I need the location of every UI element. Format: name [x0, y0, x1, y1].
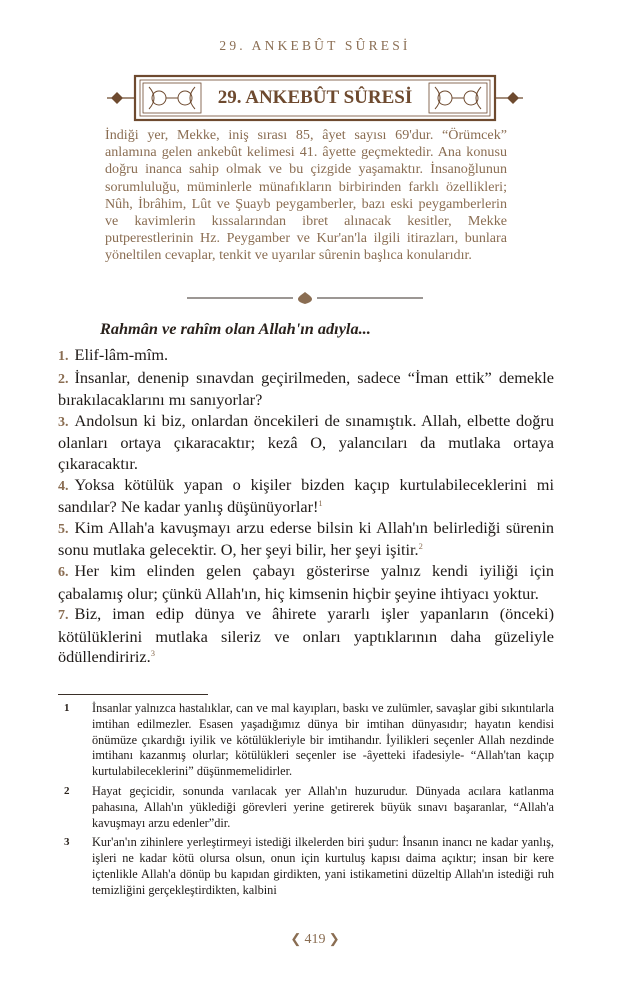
verse-text: Biz, iman edip dünya ve âhirete yararlı işler yapanların (önceki) kötülüklerini mutlaka sileriz ve onları yaptıklarının daha güzeliyle ödüllendiririz.: [58, 604, 554, 667]
footnote-reference[interactable]: 1: [318, 498, 323, 509]
footnote-number: 2: [64, 784, 70, 797]
verse-number: 3.: [58, 414, 69, 430]
verse: [58, 561, 554, 604]
left-bracket-ornament-icon: ❮: [290, 931, 305, 946]
footnote-number: 1: [64, 702, 70, 714]
verse-text: Her kim elinden gelen çabayı gösterirse yalnız kendi iyiliği için çabalamış olur; çünkü Allah'ın, hiç kimsenin hiçbir şeyine ihtiyacı yoktur.: [58, 560, 554, 603]
footnote-text: İnsanlar yalnızca hastalıklar, can ve mal kayıpları, baskı ve zulümler, savaşlar gibi sıkıntılarla imtihan edilmezler. Esasen yaşadığımız dünya bir imtihan dünyasıdır; hayatın kendisi önümüze çıkardığı iyilik ve kötülükleriyle bir imtihandır. İyilikleri seçenler Allah nezdinde imtihanı kazanmış olurlar; kötülükleri seçenler ise -âyetteki ifadesiyle- “Allah'tan kaçıp kurtulabileceklerini” düşünmemelidirler.: [92, 701, 554, 779]
verse-text: Kim Allah'a kavuşmayı arzu ederse bilsin ki Allah'ın belirlediği sürenin sonu mutlaka gelecektir. O, her şeyi bilir, her şeyi işitir.: [58, 517, 554, 560]
verse: [58, 345, 554, 368]
footnote-text: Kur'an'ın zihinlere yerleştirmeyi istediği ilkelerden biri şudur: İnsanın inancı ne kadar yanlış, işleri ne kadar kötü olursa olsun, onun için kurtuluş kapısı daima açıktır; insan bir kere içtenlikle Allah'a dönüp bu kapıdan girdikten, yani istikametini düzeltip Allah'ın istediği ruh temizliğini gerçekleştirdikten, kalbini: [92, 835, 554, 897]
verse-number: 2.: [58, 371, 69, 387]
surah-title: 29. ANKEBÛT SÛRESİ: [217, 87, 413, 108]
verse-text: İnsanlar, denenip sınavdan geçirilmeden, sadece “İman ettik” demekle bırakılacaklarını mı sanıyorlar?: [58, 367, 554, 410]
verse-list: [58, 345, 554, 668]
basmala: Rahmân ve rahîm olan Allah'ın adıyla...: [100, 319, 371, 338]
footnote: [58, 701, 554, 780]
surah-title-banner: [105, 73, 525, 123]
verse-number: 6.: [58, 564, 69, 580]
footnote-reference[interactable]: 2: [418, 541, 423, 552]
footnote-text: Hayat geçicidir, sonunda varılacak yer Allah'ın huzurudur. Dünyada acılara katlanma pahasına, Allah'ın yüklediği görevleri yerine getirerek büyük sınavı başaranlar, “Allah'a kavuşmayı arzu edenler”dir.: [92, 783, 554, 830]
right-bracket-ornament-icon: ❯: [325, 931, 340, 946]
verse: [58, 518, 554, 561]
footnote-number: 3: [64, 836, 70, 849]
page-number: 419: [304, 932, 326, 947]
verse-text: Yoksa kötülük yapan o kişiler bizden kaçıp kurtulabileceklerini mi sandılar? Ne kadar yanlış düşünüyorlar!: [58, 474, 554, 517]
footnote-list: [58, 701, 554, 903]
footnote-separator: [58, 694, 208, 695]
verse-number: 7.: [58, 608, 69, 624]
verse-text: Elif-lâm-mîm.: [74, 345, 169, 364]
verse: [58, 411, 554, 475]
section-divider-ornament: [187, 291, 423, 305]
footnote: [58, 784, 554, 831]
verse: [58, 368, 554, 411]
verse: [58, 604, 554, 668]
surah-introduction: İndiği yer, Mekke, iniş sırası 85, âyet sayısı 69'dur. “Örümcek” anlamına gelen ankebût kelimesi 41. âyette geçmektedir. Ana konusu doğru inanca sahip olmak ve bu çizgide yaşamaktır. İnsanoğlunun sorumluluğu, müminlerle münafıkların birbirinden farklı özellikleri; Nûh, İbrâhim, Lût ve Şuayb peygamberler, bazı eski peygamberlerin ve kavimlerin kıssalarından ibret alınacak kesitler, Mekke putperestlerinin Hz. Peygamber ve Kur'an'la ilgili itirazları, bunlara yöneltilen cevaplar, tenkit ve uyarılar sûrenin başlıca konularıdır.: [105, 127, 507, 264]
page-number-area: [0, 931, 630, 948]
verse-text: Andolsun ki biz, onlardan öncekileri de sınamıştık. Allah, elbette doğru olanları ortaya çıkaracaktır; kezâ O, yalancıları da mutlaka ortaya çıkaracaktır.: [58, 410, 554, 473]
running-head: 29. ANKEBÛT SÛRESİ: [219, 38, 411, 53]
verse-number: 1.: [58, 349, 69, 364]
footnote-reference[interactable]: 3: [150, 648, 155, 659]
verse-number: 5.: [58, 521, 69, 537]
verse-number: 4.: [58, 478, 69, 494]
footnote: [58, 835, 554, 898]
verse: [58, 475, 554, 518]
